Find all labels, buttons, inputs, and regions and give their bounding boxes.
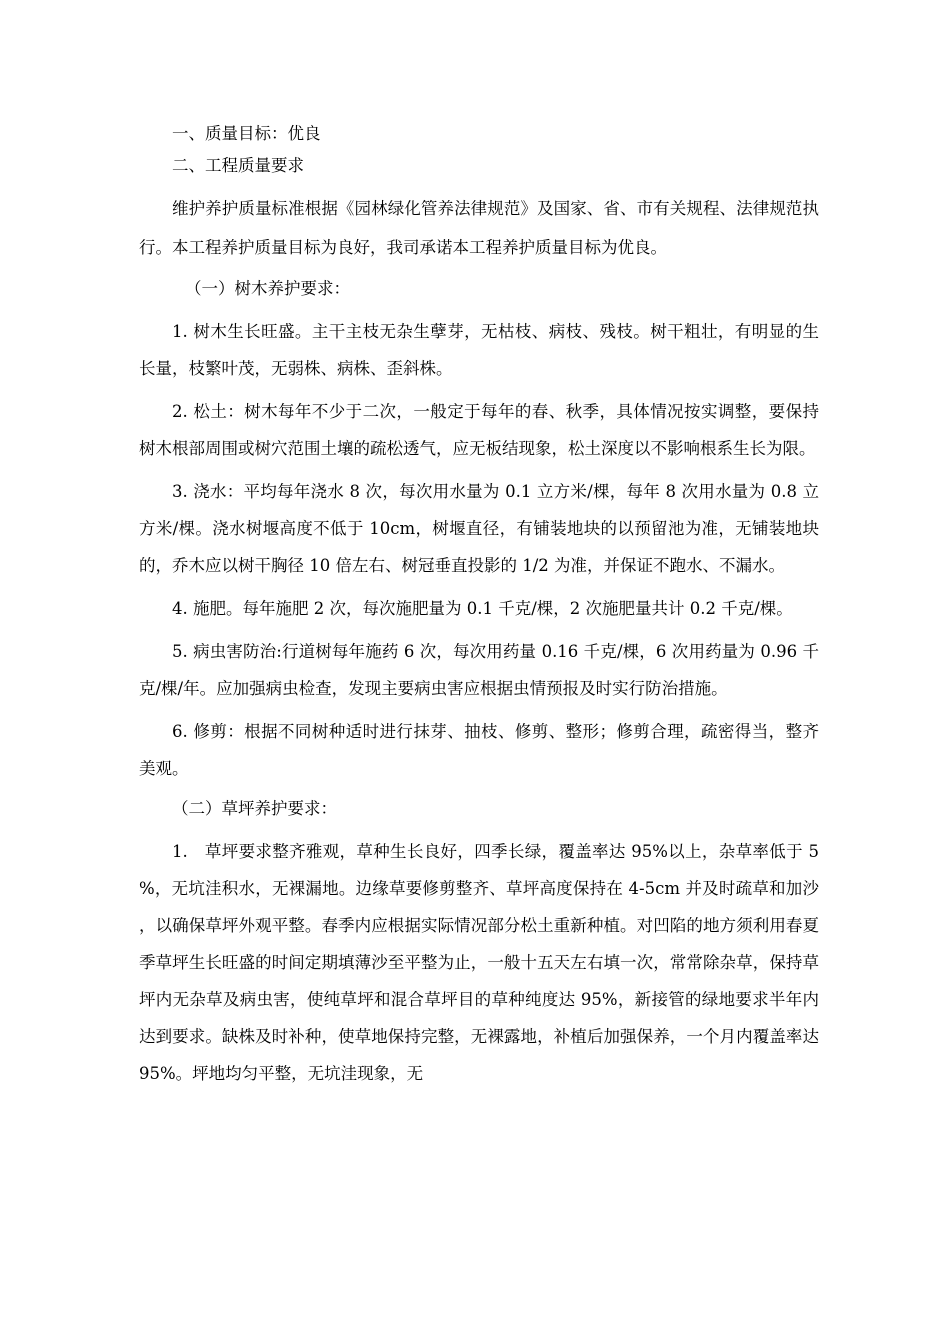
tree-item-3: 3. 浇水：平均每年浇水 8 次，每次用水量为 0.1 立方米/棵，每年 8 次用水量为 0.8 立方米/棵。浇水树堰高度不低于 10cm，树堰直径，有铺装地块的以预留池为准，无铺装地块的，乔木应以树干胸径 10 倍左右、树冠垂直投影的 1/2 为准，并保证不跑水、不漏水。	[139, 482, 819, 575]
tree-item-6: 6. 修剪：根据不同树种适时进行抹芽、抽枝、修剪、整形；修剪合理，疏密得当，整齐美观。	[139, 722, 819, 778]
intro-paragraph: 维护养护质量标准根据《园林绿化管养法律规范》及国家、省、市有关规程、法律规范执行。本工程养护质量目标为良好，我司承诺本工程养护质量目标为优良。	[139, 199, 819, 257]
tree-item-5: 5. 病虫害防治:行道树每年施药 6 次，每次用药量 0.16 千克/棵，6 次用药量为 0.96 千克/棵/年。应加强病虫检查，发现主要病虫害应根据虫情预报及时实行防治措施。	[139, 642, 819, 698]
tree-item-2: 2. 松土：树木每年不少于二次，一般定于每年的春、秋季，具体情况按实调整，要保持树木根部周围或树穴范围土壤的疏松透气，应无板结现象，松土深度以不影响根系生长为限。	[139, 402, 819, 458]
heading-quality-requirements: 二、工程质量要求	[172, 156, 304, 175]
document-body	[139, 118, 819, 1092]
heading-quality-target: 一、质量目标：优良	[172, 124, 321, 143]
tree-item-4: 4. 施肥。每年施肥 2 次，每次施肥量为 0.1 千克/棵，2 次施肥量共计 0.2 千克/棵。	[172, 599, 793, 618]
section-tree-title: （一）树木养护要求：	[185, 279, 350, 298]
tree-item-1: 1. 树木生长旺盛。主干主枝无杂生孽芽，无枯枝、病枝、残枝。树干粗壮，有明显的生长量，枝繁叶茂，无弱株、病株、歪斜株。	[139, 322, 819, 378]
section-lawn-title: （二）草坪养护要求：	[172, 799, 337, 818]
lawn-item-1: 1. 草坪要求整齐雅观，草种生长良好，四季长绿，覆盖率达 95%以上，杂草率低于 5%，无坑洼积水，无裸漏地。边缘草要修剪整齐、草坪高度保持在 4-5cm 并及时疏草和加沙，以确保草坪外观平整。春季内应根据实际情况部分松土重新种植。对凹陷的地方须利用春夏季草坪生长旺盛的时间定期填薄沙至平整为止，一般十五天左右填一次，常常除杂草，保持草坪内无杂草及病虫害，使纯草坪和混合草坪目的草种纯度达 95%，新接管的绿地要求半年内达到要求。缺株及时补种，使草地保持完整，无裸露地，补植后加强保养，一个月内覆盖率达 95%。坪地均匀平整，无坑洼现象，无	[139, 842, 819, 1083]
